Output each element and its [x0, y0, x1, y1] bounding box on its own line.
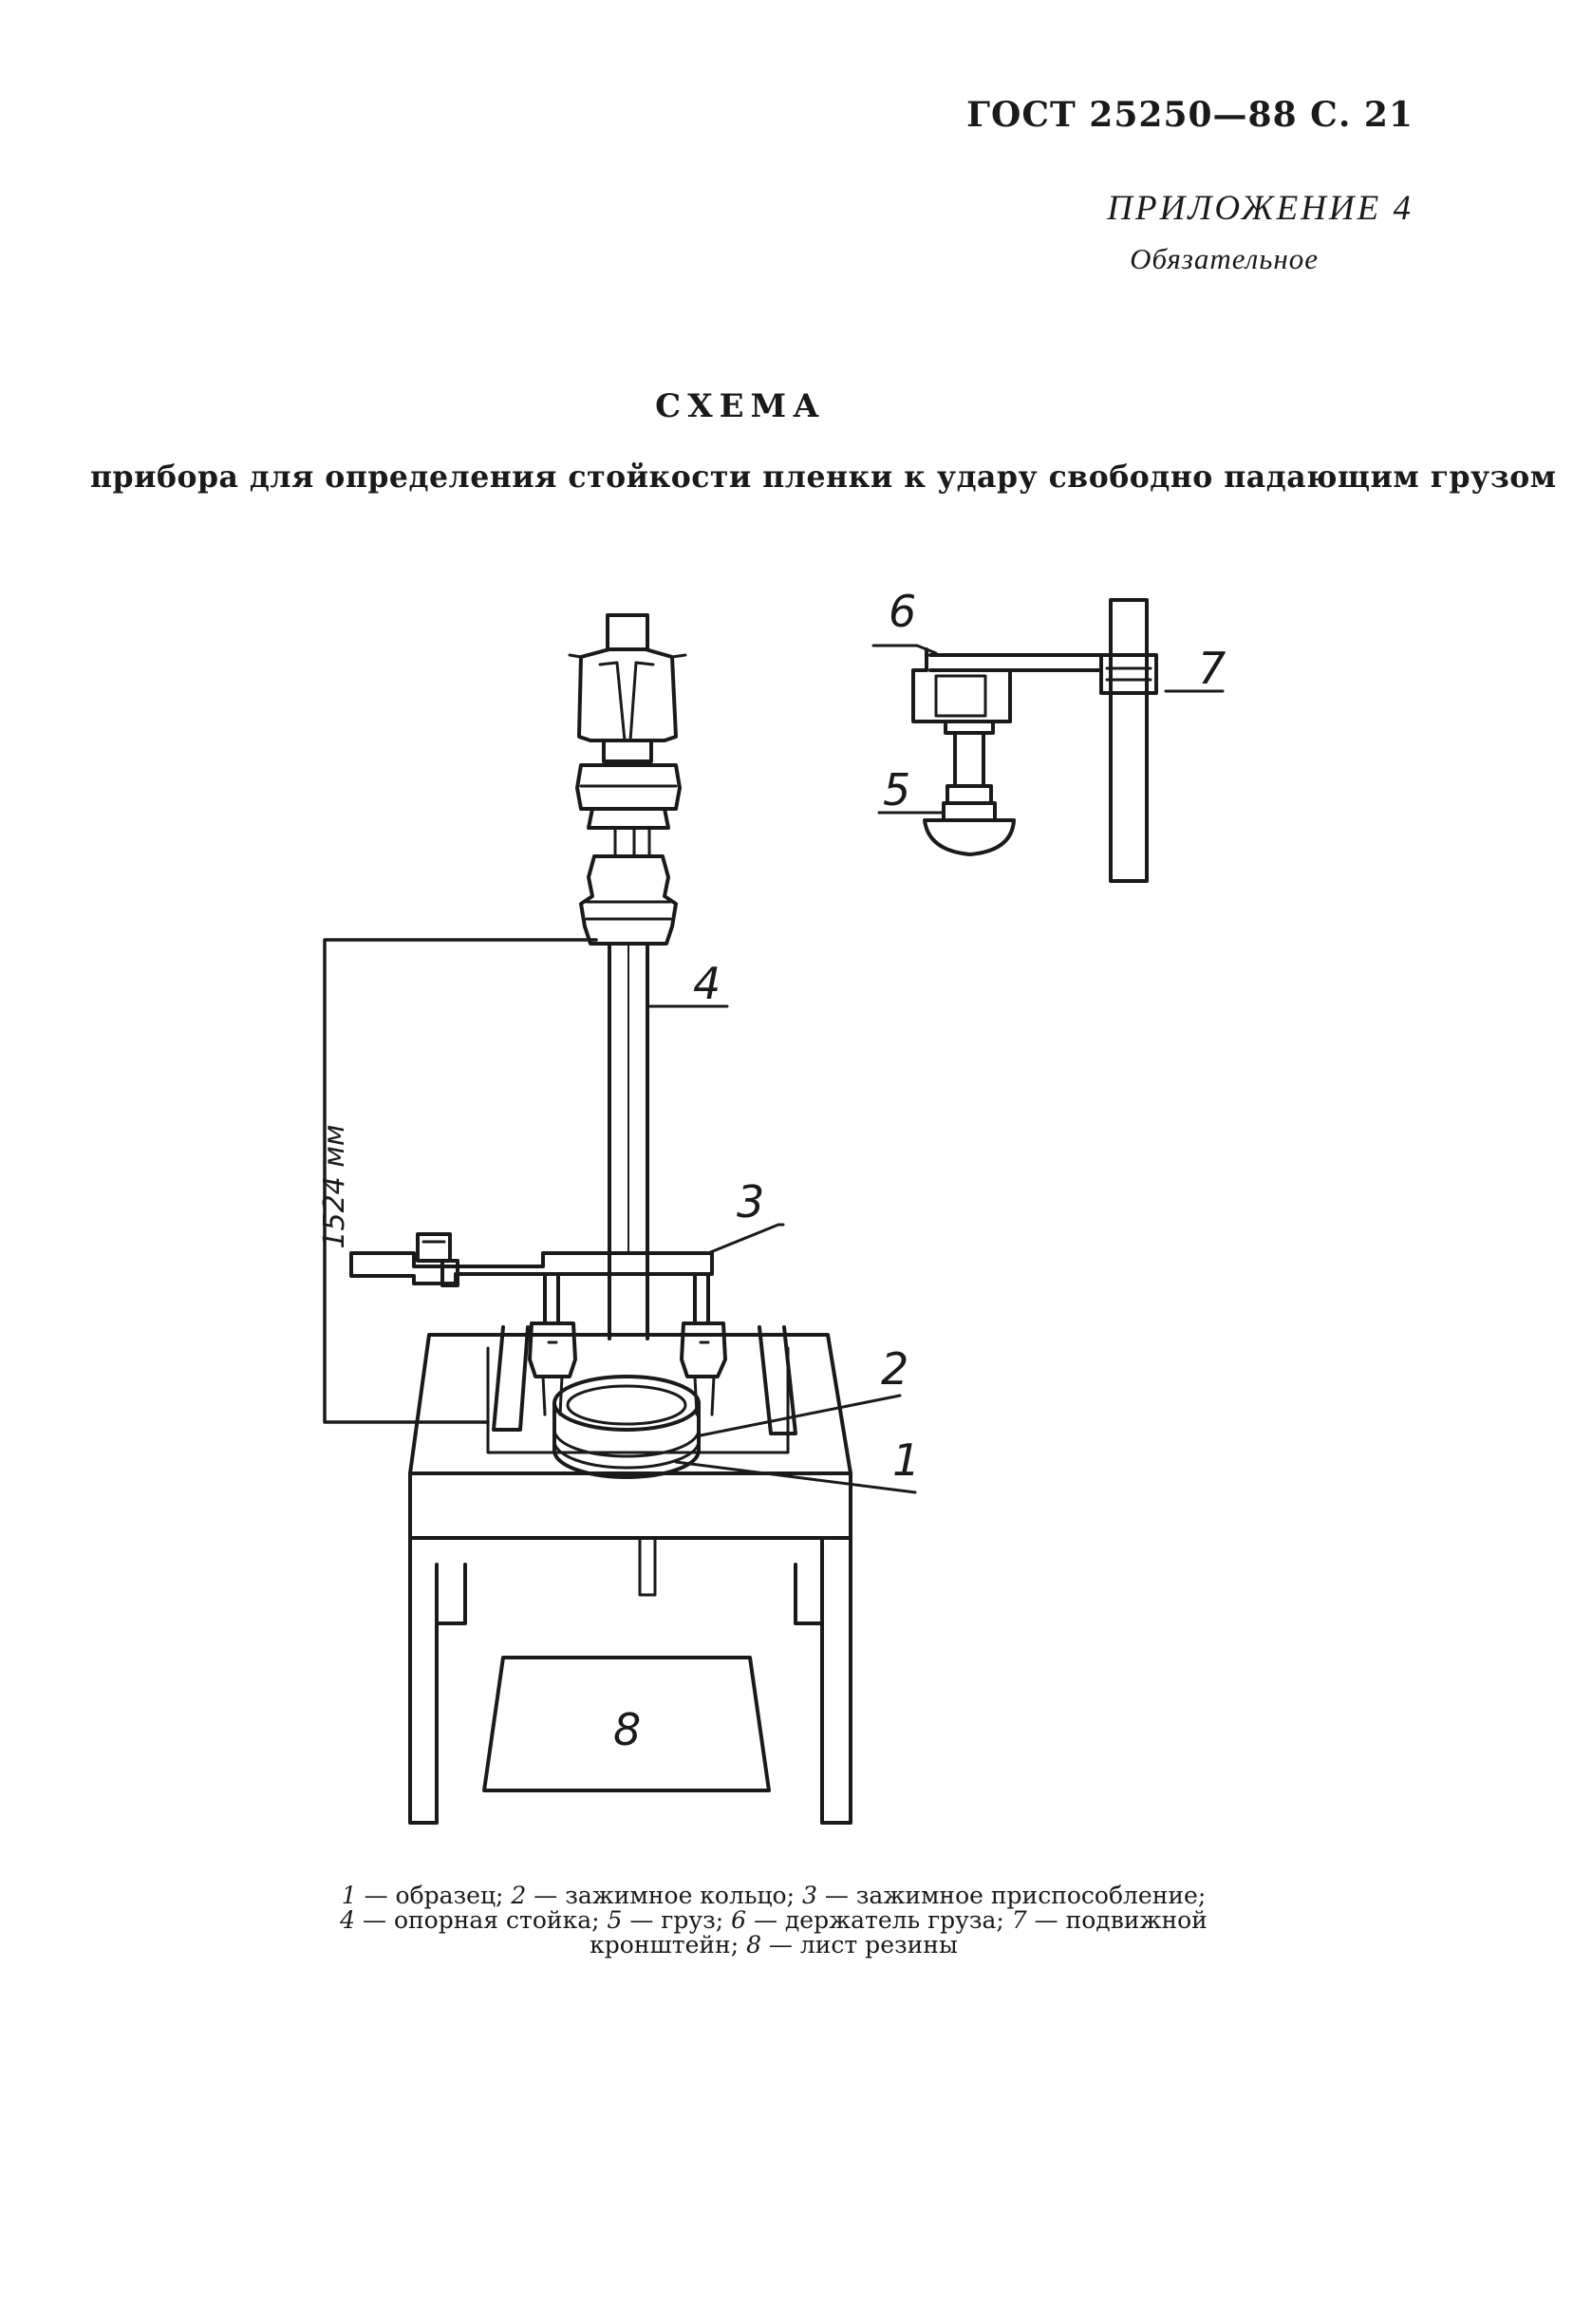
legend-number: 5	[607, 1906, 623, 1934]
legend-text: кронштейн;	[590, 1931, 747, 1959]
dimension-label: 1524 мм	[318, 1124, 351, 1249]
legend-number: 4	[340, 1906, 356, 1934]
appendix-status: Обязательное	[1130, 242, 1319, 275]
legend-text: — подвижной	[1026, 1906, 1208, 1934]
appendix-title: ПРИЛОЖЕНИЕ 4	[1107, 189, 1414, 228]
callout-4: 4	[693, 958, 721, 1009]
legend-number: 1	[341, 1882, 357, 1909]
document-title: СХЕМА	[655, 387, 826, 425]
callout-2: 2	[881, 1343, 909, 1395]
clamping-fixture	[351, 1234, 725, 1415]
legend-text: — зажимное приспособление;	[816, 1882, 1207, 1909]
leader-lines	[649, 646, 1223, 1492]
inset-detail	[913, 600, 1156, 881]
legend-number: 6	[731, 1906, 747, 1934]
legend-line	[285, 1933, 1263, 1958]
legend-text: — образец;	[356, 1882, 512, 1909]
document-subtitle: прибора для определения стойкости пленки к удару свободно падающим грузом	[90, 459, 1557, 495]
legend-line	[285, 1908, 1263, 1933]
callout-5: 5	[883, 764, 911, 815]
callout-3: 3	[737, 1176, 765, 1228]
callout-8: 8	[613, 1704, 642, 1755]
legend-text: — зажимное кольцо;	[526, 1882, 802, 1909]
callout-6: 6	[889, 586, 917, 637]
legend-number: 3	[801, 1882, 817, 1909]
legend-number: 2	[511, 1882, 527, 1909]
legend-number: 7	[1011, 1906, 1027, 1934]
support-column	[570, 615, 685, 1339]
legend-text: — опорная стойка;	[355, 1906, 608, 1934]
legend-text: — груз;	[622, 1906, 732, 1934]
standard-code: ГОСТ 25250—88 С. 21	[966, 95, 1414, 135]
legend-text: — лист резины	[760, 1931, 958, 1959]
callout-7: 7	[1198, 643, 1227, 694]
legend-line	[285, 1884, 1263, 1908]
figure-legend	[285, 1884, 1263, 1958]
dimension-1524	[325, 940, 596, 1422]
callout-1: 1	[892, 1434, 921, 1486]
legend-number: 8	[746, 1931, 761, 1959]
legend-text: — держатель груза;	[746, 1906, 1012, 1934]
